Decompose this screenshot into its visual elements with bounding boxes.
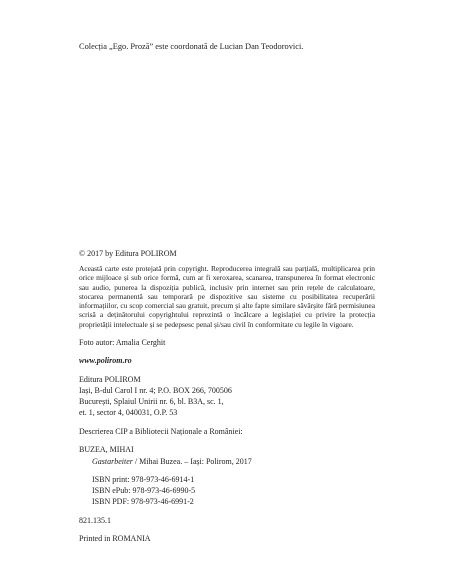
- publisher-address-line: et. 1, sector 4, 040031, O.P. 53: [79, 408, 178, 417]
- isbn-epub: ISBN ePub: 978-973-46-6990-5: [92, 486, 196, 495]
- legal-notice: [79, 264, 375, 329]
- classification-code: 821.135.1: [79, 516, 111, 525]
- cip-author: BUZEA, MIHAI: [79, 445, 134, 454]
- cip-book-title: Gastarbeiter: [92, 457, 133, 466]
- website-link[interactable]: www.polirom.ro: [79, 356, 132, 365]
- legal-text: Această carte este protejată prin copyright. Reproducerea integrală sau parțială, multiplicarea prin orice mijloace și sub orice formă, cum ar fi xeroxarea, scanarea, transpunerea în format electronic sau audio, punerea la dispoziția publică, inclusiv prin internet sau prin rețele de calculatoare, stocarea permanentă sau temporară pe dispozitive sau sisteme cu posibilitatea recuperării informațiilor, cu scop comercial sau gratuit, precum și alte fapte similare săvârșite fără permisiunea scrisă a deținătorului copyrightului reprezintă o încălcare a legislației cu privire la protecția proprietății intelectuale și se pedepsesc penal și/sau civil în conformitate cu legile în vigoare.: [79, 264, 375, 329]
- publisher-address-line: București, Splaiul Unirii nr. 6, bl. B3A, sc. 1,: [79, 397, 224, 406]
- cip-title-line: [92, 457, 252, 467]
- isbn-pdf: ISBN PDF: 978-973-46-6991-2: [92, 497, 194, 506]
- cip-heading: Descrierea CIP a Bibliotecii Naționale a României:: [79, 427, 243, 436]
- copyright-line: © 2017 by Editura POLIROM: [79, 249, 177, 258]
- publisher-address-line: Iași, B-dul Carol I nr. 4; P.O. BOX 266, 700506: [79, 386, 232, 395]
- photo-credit: Foto autor: Amalia Cerghit: [79, 338, 166, 347]
- collection-note: Colecția „Ego. Proză” este coordonată de Lucian Dan Teodorovici.: [79, 42, 304, 51]
- isbn-print: ISBN print: 978-973-46-6914-1: [92, 475, 195, 484]
- cip-book-details: / Mihai Buzea. – Iași: Polirom, 2017: [132, 457, 252, 466]
- publisher-name: Editura POLIROM: [79, 375, 141, 384]
- printed-in: Printed in ROMANIA: [79, 534, 151, 543]
